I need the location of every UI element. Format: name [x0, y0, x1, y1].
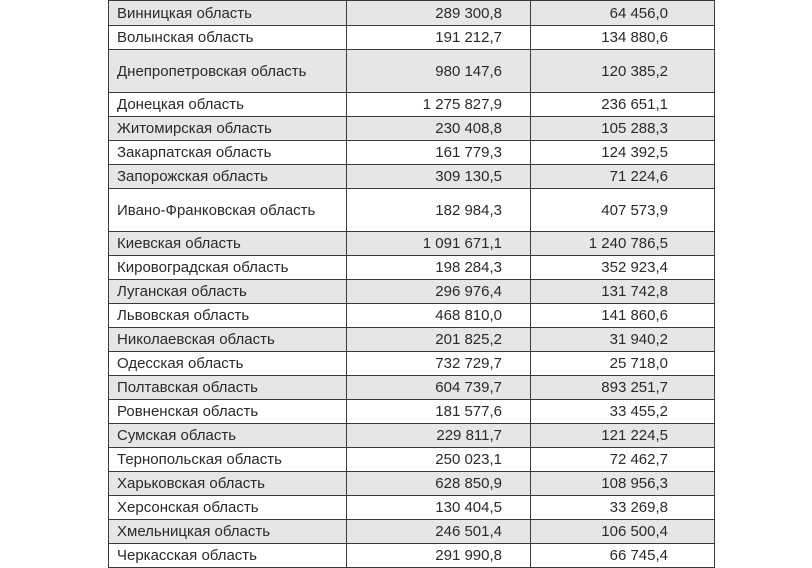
region-name: Кировоградская область	[109, 256, 347, 280]
table-row	[109, 165, 715, 189]
region-name: Львовская область	[109, 304, 347, 328]
value-col-2: 141 860,6	[531, 304, 715, 328]
value-col-2: 33 269,8	[531, 496, 715, 520]
table-row	[109, 1, 715, 26]
table-row	[109, 472, 715, 496]
table-row	[109, 50, 715, 93]
value-col-2: 352 923,4	[531, 256, 715, 280]
region-name: Полтавская область	[109, 376, 347, 400]
value-col-2: 66 745,4	[531, 544, 715, 568]
table-row	[109, 26, 715, 50]
region-name: Черкасская область	[109, 544, 347, 568]
region-name: Днепропетровская область	[109, 50, 347, 93]
value-col-1: 296 976,4	[347, 280, 531, 304]
value-col-2: 71 224,6	[531, 165, 715, 189]
table-row	[109, 141, 715, 165]
region-name: Хмельницкая область	[109, 520, 347, 544]
value-col-2: 121 224,5	[531, 424, 715, 448]
value-col-1: 732 729,7	[347, 352, 531, 376]
region-name: Волынская область	[109, 26, 347, 50]
value-col-2: 124 392,5	[531, 141, 715, 165]
value-col-2: 236 651,1	[531, 93, 715, 117]
value-col-1: 289 300,8	[347, 1, 531, 26]
value-col-2: 33 455,2	[531, 400, 715, 424]
region-name: Ивано-Франковская область	[109, 189, 347, 232]
value-col-2: 108 956,3	[531, 472, 715, 496]
region-name: Закарпатская область	[109, 141, 347, 165]
table-row	[109, 544, 715, 568]
value-col-1: 468 810,0	[347, 304, 531, 328]
value-col-1: 250 023,1	[347, 448, 531, 472]
value-col-1: 628 850,9	[347, 472, 531, 496]
value-col-1: 246 501,4	[347, 520, 531, 544]
value-col-1: 191 212,7	[347, 26, 531, 50]
value-col-2: 72 462,7	[531, 448, 715, 472]
value-col-2: 131 742,8	[531, 280, 715, 304]
value-col-1: 161 779,3	[347, 141, 531, 165]
value-col-1: 130 404,5	[347, 496, 531, 520]
value-col-1: 181 577,6	[347, 400, 531, 424]
region-name: Киевская область	[109, 232, 347, 256]
region-name: Винницкая область	[109, 1, 347, 26]
value-col-2: 106 500,4	[531, 520, 715, 544]
table-row	[109, 93, 715, 117]
regions-table	[108, 0, 715, 568]
region-name: Одесская область	[109, 352, 347, 376]
value-col-2: 134 880,6	[531, 26, 715, 50]
value-col-1: 980 147,6	[347, 50, 531, 93]
value-col-1: 1 275 827,9	[347, 93, 531, 117]
value-col-2: 25 718,0	[531, 352, 715, 376]
table-row	[109, 328, 715, 352]
value-col-2: 64 456,0	[531, 1, 715, 26]
value-col-1: 229 811,7	[347, 424, 531, 448]
region-name: Ровненская область	[109, 400, 347, 424]
value-col-2: 31 940,2	[531, 328, 715, 352]
table-row	[109, 256, 715, 280]
value-col-1: 1 091 671,1	[347, 232, 531, 256]
value-col-1: 201 825,2	[347, 328, 531, 352]
value-col-2: 1 240 786,5	[531, 232, 715, 256]
table-row	[109, 232, 715, 256]
value-col-1: 230 408,8	[347, 117, 531, 141]
region-name: Донецкая область	[109, 93, 347, 117]
table-row	[109, 352, 715, 376]
region-name: Николаевская область	[109, 328, 347, 352]
value-col-2: 120 385,2	[531, 50, 715, 93]
region-name: Херсонская область	[109, 496, 347, 520]
region-name: Запорожская область	[109, 165, 347, 189]
region-name: Сумская область	[109, 424, 347, 448]
table-row	[109, 424, 715, 448]
region-name: Тернопольская область	[109, 448, 347, 472]
value-col-1: 291 990,8	[347, 544, 531, 568]
table-row	[109, 117, 715, 141]
table-row	[109, 280, 715, 304]
table-row	[109, 448, 715, 472]
region-name: Луганская область	[109, 280, 347, 304]
value-col-1: 604 739,7	[347, 376, 531, 400]
table-row	[109, 376, 715, 400]
table-row	[109, 400, 715, 424]
region-name: Житомирская область	[109, 117, 347, 141]
region-name: Харьковская область	[109, 472, 347, 496]
table-row	[109, 189, 715, 232]
table-row	[109, 520, 715, 544]
value-col-1: 309 130,5	[347, 165, 531, 189]
value-col-2: 105 288,3	[531, 117, 715, 141]
value-col-1: 198 284,3	[347, 256, 531, 280]
value-col-2: 893 251,7	[531, 376, 715, 400]
value-col-2: 407 573,9	[531, 189, 715, 232]
value-col-1: 182 984,3	[347, 189, 531, 232]
table-row	[109, 496, 715, 520]
table-row	[109, 304, 715, 328]
